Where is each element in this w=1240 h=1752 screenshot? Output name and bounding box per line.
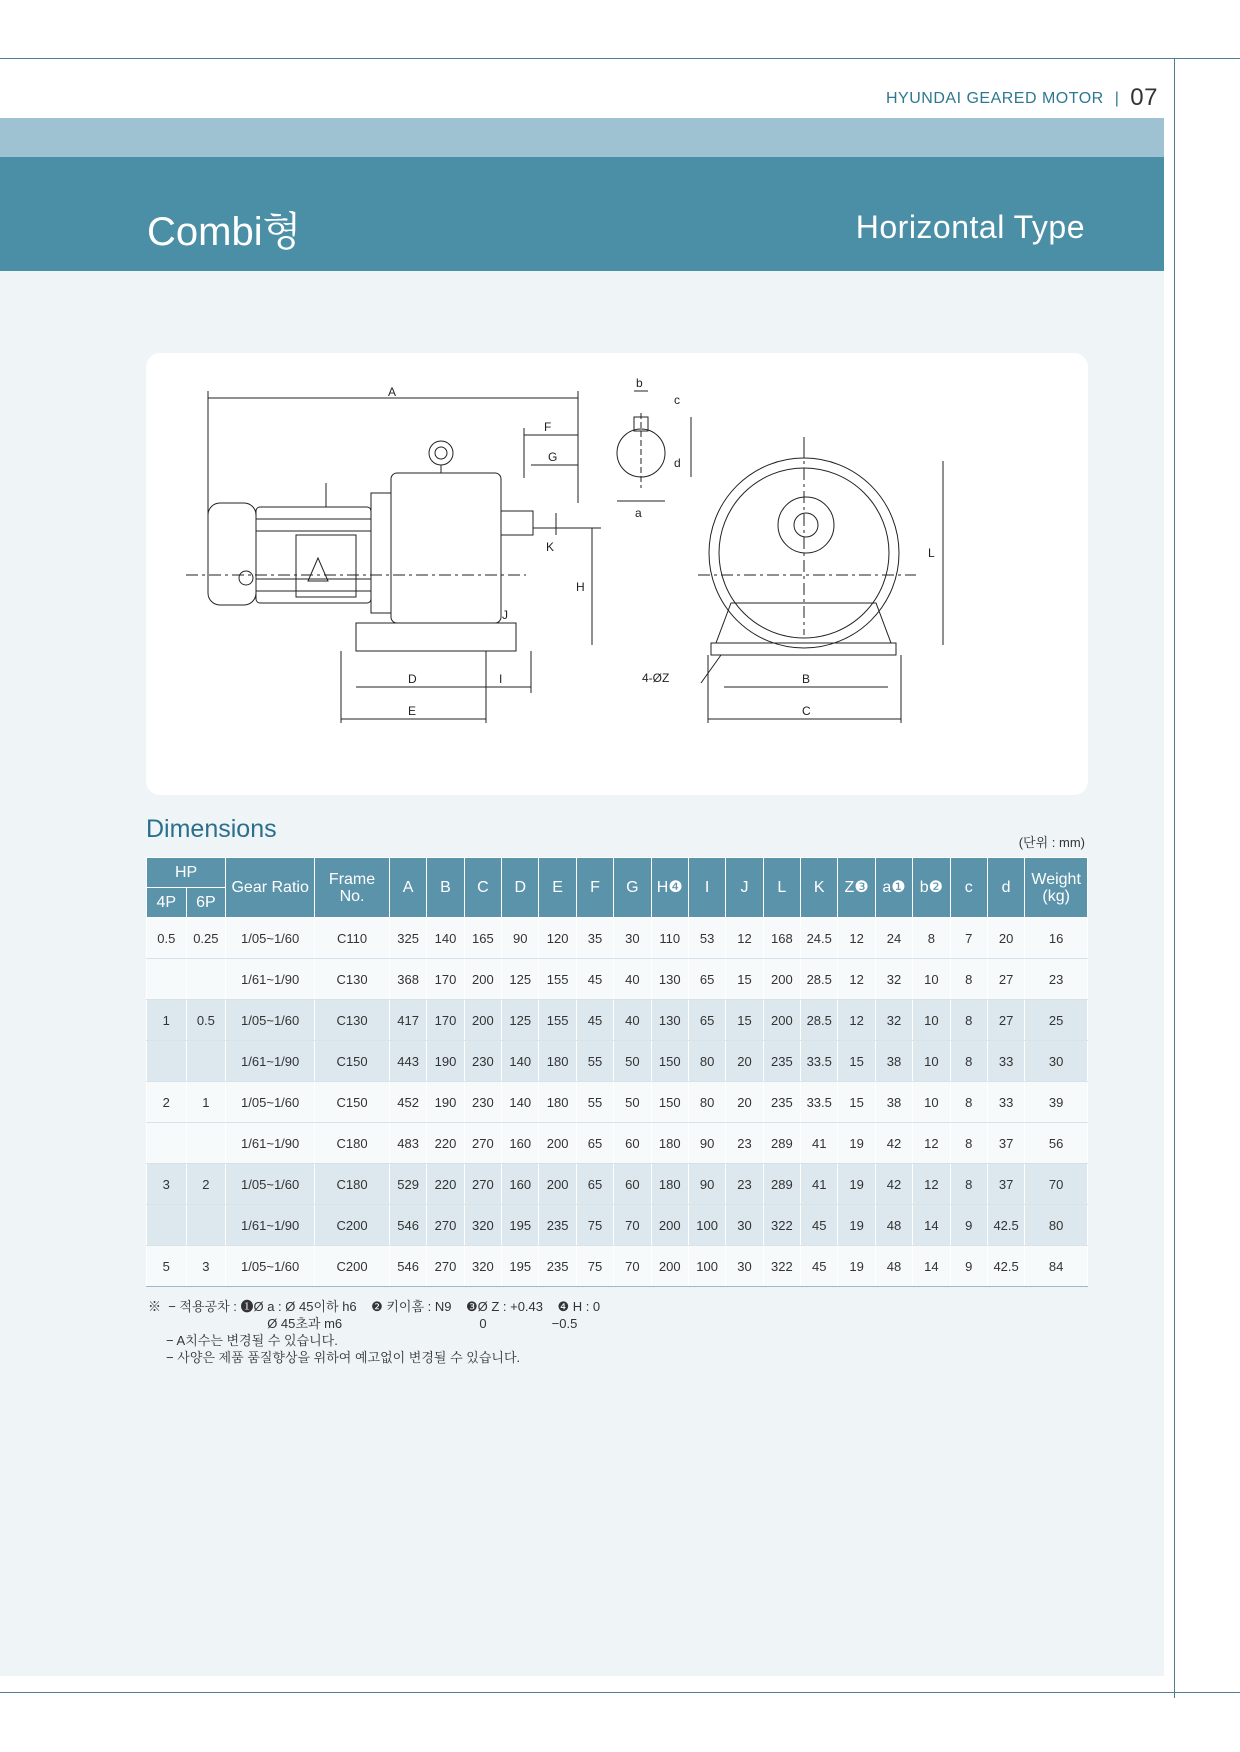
hp-4p-cell bbox=[147, 959, 187, 1000]
frame-no-cell: C150 bbox=[315, 1041, 390, 1082]
dim-value-cell: 65 bbox=[576, 1123, 613, 1164]
logo-triangle bbox=[308, 558, 328, 581]
dim-value-cell: 48 bbox=[875, 1246, 912, 1287]
gear-ratio-cell: 1/61~1/90 bbox=[226, 1205, 315, 1246]
dim-value-cell: 322 bbox=[763, 1205, 800, 1246]
dim-value-cell: 320 bbox=[464, 1205, 501, 1246]
frame-no-cell: C180 bbox=[315, 1164, 390, 1205]
col-header: E bbox=[539, 858, 576, 918]
hp-4p-cell: 2 bbox=[147, 1082, 187, 1123]
hp-6p-cell: 2 bbox=[186, 1164, 226, 1205]
table-row bbox=[147, 1246, 1088, 1287]
dim-value-cell: 8 bbox=[950, 1082, 987, 1123]
dim-value-cell: 270 bbox=[427, 1246, 464, 1287]
label-h: H bbox=[576, 580, 585, 594]
dim-value-cell: 55 bbox=[576, 1082, 613, 1123]
dim-value-cell: 12 bbox=[838, 959, 875, 1000]
frame-no-cell: C180 bbox=[315, 1123, 390, 1164]
hp-6p-cell: 1 bbox=[186, 1082, 226, 1123]
hp-6p-header: 6P bbox=[186, 888, 226, 918]
dimensions-table bbox=[146, 857, 1088, 1287]
gear-ratio-cell: 1/05~1/60 bbox=[226, 1246, 315, 1287]
dim-value-cell: 40 bbox=[614, 1000, 651, 1041]
dim-value-cell: 165 bbox=[464, 918, 501, 959]
label-a: A bbox=[388, 385, 397, 399]
dim-value-cell: 170 bbox=[427, 1000, 464, 1041]
dim-value-cell: 15 bbox=[726, 1000, 763, 1041]
dim-value-cell: 28.5 bbox=[801, 1000, 838, 1041]
dim-value-cell: 15 bbox=[838, 1082, 875, 1123]
dim-value-cell: 12 bbox=[838, 918, 875, 959]
dim-value-cell: 200 bbox=[651, 1246, 688, 1287]
dim-value-cell: 12 bbox=[913, 1123, 950, 1164]
dim-value-cell: 38 bbox=[875, 1082, 912, 1123]
dim-value-cell: 180 bbox=[539, 1082, 576, 1123]
fan-cover-shape bbox=[208, 503, 256, 605]
dim-value-cell: 483 bbox=[389, 1123, 426, 1164]
gear-ratio-cell: 1/61~1/90 bbox=[226, 1123, 315, 1164]
col-header: G bbox=[614, 858, 651, 918]
motor-drawing bbox=[146, 353, 1088, 795]
table-row bbox=[147, 1041, 1088, 1082]
dim-value-cell: 14 bbox=[913, 1205, 950, 1246]
col-header: F bbox=[576, 858, 613, 918]
dim-value-cell: 180 bbox=[539, 1041, 576, 1082]
output-bore bbox=[794, 513, 818, 537]
dim-value-cell: 150 bbox=[651, 1041, 688, 1082]
dim-value-cell: 443 bbox=[389, 1041, 426, 1082]
hp-6p-cell bbox=[186, 1123, 226, 1164]
dim-value-cell: 200 bbox=[539, 1123, 576, 1164]
dimensions-body bbox=[147, 918, 1088, 1287]
dim-value-cell: 41 bbox=[801, 1164, 838, 1205]
dim-value-cell: 45 bbox=[576, 959, 613, 1000]
dim-value-cell: 50 bbox=[614, 1041, 651, 1082]
dim-value-cell: 70 bbox=[614, 1246, 651, 1287]
dim-value-cell: 12 bbox=[726, 918, 763, 959]
dim-value-cell: 368 bbox=[389, 959, 426, 1000]
dim-value-cell: 270 bbox=[464, 1123, 501, 1164]
dim-value-cell: 546 bbox=[389, 1205, 426, 1246]
hp-4p-header: 4P bbox=[147, 888, 187, 918]
col-header: c bbox=[950, 858, 987, 918]
label-i: I bbox=[499, 672, 503, 686]
dim-value-cell: 8 bbox=[950, 1041, 987, 1082]
col-header: J bbox=[726, 858, 763, 918]
dim-value-cell: 65 bbox=[688, 1000, 725, 1041]
dim-value-cell: 10 bbox=[913, 1000, 950, 1041]
dim-value-cell: 180 bbox=[651, 1164, 688, 1205]
gear-ratio-cell: 1/61~1/90 bbox=[226, 959, 315, 1000]
dim-value-cell: 14 bbox=[913, 1246, 950, 1287]
bottom-rule bbox=[0, 1692, 1240, 1693]
dim-value-cell: 42.5 bbox=[987, 1205, 1024, 1246]
dim-value-cell: 140 bbox=[427, 918, 464, 959]
dim-value-cell: 417 bbox=[389, 1000, 426, 1041]
dim-value-cell: 270 bbox=[427, 1205, 464, 1246]
dim-value-cell: 90 bbox=[688, 1123, 725, 1164]
dim-value-cell: 55 bbox=[576, 1041, 613, 1082]
eyebolt-ring bbox=[429, 441, 453, 465]
dim-value-cell: 325 bbox=[389, 918, 426, 959]
dim-value-cell: 23 bbox=[726, 1123, 763, 1164]
col-header: D bbox=[502, 858, 539, 918]
dim-value-cell: 289 bbox=[763, 1164, 800, 1205]
dim-value-cell: 7 bbox=[950, 918, 987, 959]
dim-value-cell: 100 bbox=[688, 1205, 725, 1246]
table-row bbox=[147, 1205, 1088, 1246]
output-shaft bbox=[501, 511, 533, 535]
hp-6p-cell: 3 bbox=[186, 1246, 226, 1287]
table-row bbox=[147, 959, 1088, 1000]
dim-value-cell: 322 bbox=[763, 1246, 800, 1287]
dim-value-cell: 30 bbox=[726, 1246, 763, 1287]
table-row bbox=[147, 1123, 1088, 1164]
note-line: Ø 45초과 m6 0 −0.5 bbox=[148, 1316, 578, 1331]
dim-value-cell: 65 bbox=[688, 959, 725, 1000]
dim-value-cell: 10 bbox=[913, 959, 950, 1000]
hp-4p-cell: 0.5 bbox=[147, 918, 187, 959]
dim-value-cell: 8 bbox=[950, 1164, 987, 1205]
dim-value-cell: 80 bbox=[688, 1082, 725, 1123]
dim-value-cell: 75 bbox=[576, 1246, 613, 1287]
gear-ratio-header: Gear Ratio bbox=[226, 858, 315, 918]
drawing-card bbox=[146, 353, 1088, 795]
hp-4p-cell: 1 bbox=[147, 1000, 187, 1041]
dim-value-cell: 200 bbox=[539, 1164, 576, 1205]
dim-value-cell: 125 bbox=[502, 959, 539, 1000]
dim-value-cell: 140 bbox=[502, 1082, 539, 1123]
dim-value-cell: 130 bbox=[651, 1000, 688, 1041]
dim-value-cell: 200 bbox=[464, 1000, 501, 1041]
dim-value-cell: 9 bbox=[950, 1205, 987, 1246]
dim-value-cell: 200 bbox=[464, 959, 501, 1000]
weight-cell: 16 bbox=[1025, 918, 1088, 959]
label-c: c bbox=[674, 393, 680, 407]
dim-value-cell: 155 bbox=[539, 1000, 576, 1041]
leader-holes bbox=[701, 655, 721, 683]
dim-value-cell: 230 bbox=[464, 1082, 501, 1123]
dim-value-cell: 452 bbox=[389, 1082, 426, 1123]
dim-value-cell: 23 bbox=[726, 1164, 763, 1205]
running-header bbox=[886, 84, 1158, 112]
col-header: b❷ bbox=[913, 858, 950, 918]
dim-value-cell: 30 bbox=[614, 918, 651, 959]
col-header: Z❸ bbox=[838, 858, 875, 918]
dim-value-cell: 20 bbox=[726, 1041, 763, 1082]
dim-value-cell: 33.5 bbox=[801, 1082, 838, 1123]
dim-value-cell: 9 bbox=[950, 1246, 987, 1287]
dim-value-cell: 42 bbox=[875, 1164, 912, 1205]
weight-cell: 23 bbox=[1025, 959, 1088, 1000]
base-shape bbox=[356, 623, 516, 651]
terminal-box bbox=[296, 535, 356, 597]
dim-value-cell: 65 bbox=[576, 1164, 613, 1205]
dim-value-cell: 220 bbox=[427, 1164, 464, 1205]
hp-4p-cell: 5 bbox=[147, 1246, 187, 1287]
page-title: Combi형 bbox=[147, 210, 302, 254]
dim-value-cell: 125 bbox=[502, 1000, 539, 1041]
header-band-light bbox=[0, 118, 1164, 157]
note-line: − A치수는 변경될 수 있습니다. bbox=[148, 1333, 338, 1348]
dim-value-cell: 160 bbox=[502, 1164, 539, 1205]
dim-value-cell: 110 bbox=[651, 918, 688, 959]
dim-value-cell: 200 bbox=[763, 959, 800, 1000]
front-base bbox=[711, 643, 896, 655]
dim-value-cell: 33 bbox=[987, 1041, 1024, 1082]
dim-value-cell: 270 bbox=[464, 1164, 501, 1205]
frame-no-cell: C130 bbox=[315, 959, 390, 1000]
dim-value-cell: 8 bbox=[950, 1000, 987, 1041]
col-header: A bbox=[389, 858, 426, 918]
hp-6p-cell: 0.5 bbox=[186, 1000, 226, 1041]
label-holes: 4-ØZ bbox=[642, 671, 670, 685]
fan-cover-circle bbox=[239, 571, 253, 585]
hp-6p-cell bbox=[186, 1041, 226, 1082]
frame-no-header: Frame No. bbox=[315, 858, 390, 918]
dim-value-cell: 80 bbox=[688, 1041, 725, 1082]
eyebolt-hole bbox=[435, 447, 447, 459]
dim-value-cell: 42.5 bbox=[987, 1246, 1024, 1287]
col-header: L bbox=[763, 858, 800, 918]
dim-value-cell: 170 bbox=[427, 959, 464, 1000]
dim-value-cell: 40 bbox=[614, 959, 651, 1000]
dim-value-cell: 37 bbox=[987, 1123, 1024, 1164]
dim-value-cell: 60 bbox=[614, 1164, 651, 1205]
page-number: 07 bbox=[1130, 84, 1158, 111]
dim-value-cell: 33 bbox=[987, 1082, 1024, 1123]
dim-value-cell: 235 bbox=[763, 1082, 800, 1123]
dim-value-cell: 235 bbox=[539, 1246, 576, 1287]
weight-cell: 56 bbox=[1025, 1123, 1088, 1164]
gearbox-shape bbox=[391, 473, 501, 623]
col-header: K bbox=[801, 858, 838, 918]
weight-cell: 39 bbox=[1025, 1082, 1088, 1123]
gear-ratio-cell: 1/05~1/60 bbox=[226, 1082, 315, 1123]
dim-value-cell: 10 bbox=[913, 1082, 950, 1123]
dim-value-cell: 150 bbox=[651, 1082, 688, 1123]
dim-value-cell: 90 bbox=[502, 918, 539, 959]
label-b: b bbox=[636, 376, 643, 390]
dim-value-cell: 10 bbox=[913, 1041, 950, 1082]
dim-value-cell: 24.5 bbox=[801, 918, 838, 959]
dimensions-title: Dimensions bbox=[146, 815, 277, 843]
dim-value-cell: 30 bbox=[726, 1205, 763, 1246]
dim-value-cell: 20 bbox=[987, 918, 1024, 959]
dim-value-cell: 8 bbox=[950, 1123, 987, 1164]
dim-value-cell: 45 bbox=[801, 1246, 838, 1287]
table-row bbox=[147, 918, 1088, 959]
label-j: J bbox=[502, 608, 508, 622]
dim-value-cell: 24 bbox=[875, 918, 912, 959]
dim-value-cell: 546 bbox=[389, 1246, 426, 1287]
dim-value-cell: 35 bbox=[576, 918, 613, 959]
dim-value-cell: 32 bbox=[875, 959, 912, 1000]
dim-value-cell: 45 bbox=[576, 1000, 613, 1041]
dim-value-cell: 28.5 bbox=[801, 959, 838, 1000]
dim-value-cell: 75 bbox=[576, 1205, 613, 1246]
table-row bbox=[147, 1000, 1088, 1041]
weight-cell: 70 bbox=[1025, 1164, 1088, 1205]
dim-value-cell: 12 bbox=[838, 1000, 875, 1041]
hp-6p-cell: 0.25 bbox=[186, 918, 226, 959]
hp-6p-cell bbox=[186, 1205, 226, 1246]
dim-value-cell: 15 bbox=[726, 959, 763, 1000]
dim-value-cell: 180 bbox=[651, 1123, 688, 1164]
dim-value-cell: 48 bbox=[875, 1205, 912, 1246]
hp-6p-cell bbox=[186, 959, 226, 1000]
label-front-b: B bbox=[802, 672, 811, 686]
dim-value-cell: 220 bbox=[427, 1123, 464, 1164]
col-header: C bbox=[464, 858, 501, 918]
label-k: K bbox=[546, 540, 555, 554]
hp-4p-cell bbox=[147, 1205, 187, 1246]
col-header: B bbox=[427, 858, 464, 918]
dim-value-cell: 33.5 bbox=[801, 1041, 838, 1082]
frame-no-cell: C130 bbox=[315, 1000, 390, 1041]
weight-header: Weight (kg) bbox=[1025, 858, 1088, 918]
weight-cell: 30 bbox=[1025, 1041, 1088, 1082]
dim-value-cell: 45 bbox=[801, 1205, 838, 1246]
dim-value-cell: 8 bbox=[950, 959, 987, 1000]
page-subtitle: Horizontal Type bbox=[855, 209, 1085, 245]
dim-value-cell: 190 bbox=[427, 1041, 464, 1082]
dim-value-cell: 15 bbox=[838, 1041, 875, 1082]
dim-value-cell: 235 bbox=[539, 1205, 576, 1246]
dim-value-cell: 19 bbox=[838, 1164, 875, 1205]
gear-ratio-cell: 1/05~1/60 bbox=[226, 1000, 315, 1041]
dim-value-cell: 195 bbox=[502, 1246, 539, 1287]
label-shaft-a: a bbox=[635, 506, 642, 520]
dim-value-cell: 20 bbox=[726, 1082, 763, 1123]
brand-text: HYUNDAI GEARED MOTOR bbox=[886, 90, 1104, 107]
dim-value-cell: 27 bbox=[987, 959, 1024, 1000]
label-e: E bbox=[408, 704, 417, 718]
col-header: H❹ bbox=[651, 858, 688, 918]
dim-value-cell: 41 bbox=[801, 1123, 838, 1164]
dim-value-cell: 27 bbox=[987, 1000, 1024, 1041]
dim-value-cell: 90 bbox=[688, 1164, 725, 1205]
dim-value-cell: 130 bbox=[651, 959, 688, 1000]
note-line: ※ − 적용공차 : ❶Ø a : Ø 45이하 h6 ❷ 키이홈 : N9 ❸Ø Z : +0.43 ❹ H : 0 bbox=[148, 1299, 601, 1314]
col-header: I bbox=[688, 858, 725, 918]
dim-value-cell: 8 bbox=[913, 918, 950, 959]
header-separator: | bbox=[1114, 90, 1120, 107]
dim-value-cell: 50 bbox=[614, 1082, 651, 1123]
dim-value-cell: 320 bbox=[464, 1246, 501, 1287]
hp-4p-cell bbox=[147, 1123, 187, 1164]
hp-4p-cell: 3 bbox=[147, 1164, 187, 1205]
label-f: F bbox=[544, 420, 552, 434]
dim-value-cell: 160 bbox=[502, 1123, 539, 1164]
output-flange bbox=[778, 497, 834, 553]
weight-cell: 80 bbox=[1025, 1205, 1088, 1246]
dim-value-cell: 120 bbox=[539, 918, 576, 959]
dim-value-cell: 19 bbox=[838, 1205, 875, 1246]
note-line: − 사양은 제품 품질향상을 위하여 예고없이 변경될 수 있습니다. bbox=[148, 1350, 521, 1365]
dim-value-cell: 100 bbox=[688, 1246, 725, 1287]
dim-value-cell: 190 bbox=[427, 1082, 464, 1123]
col-header: d bbox=[987, 858, 1024, 918]
dim-value-cell: 19 bbox=[838, 1246, 875, 1287]
dim-value-cell: 38 bbox=[875, 1041, 912, 1082]
label-d: D bbox=[408, 672, 417, 686]
dim-value-cell: 155 bbox=[539, 959, 576, 1000]
frame-no-cell: C200 bbox=[315, 1205, 390, 1246]
dim-value-cell: 289 bbox=[763, 1123, 800, 1164]
dim-value-cell: 12 bbox=[913, 1164, 950, 1205]
dim-value-cell: 42 bbox=[875, 1123, 912, 1164]
gear-ratio-cell: 1/05~1/60 bbox=[226, 1164, 315, 1205]
dim-value-cell: 200 bbox=[651, 1205, 688, 1246]
footnotes bbox=[148, 1298, 600, 1366]
dim-value-cell: 195 bbox=[502, 1205, 539, 1246]
col-header: a❶ bbox=[875, 858, 912, 918]
right-rule bbox=[1174, 58, 1175, 1698]
header-row bbox=[147, 858, 1088, 888]
weight-cell: 25 bbox=[1025, 1000, 1088, 1041]
top-rule bbox=[0, 58, 1240, 59]
label-shaft-d: d bbox=[674, 456, 681, 470]
frame-no-cell: C110 bbox=[315, 918, 390, 959]
gear-ratio-cell: 1/61~1/90 bbox=[226, 1041, 315, 1082]
table-row bbox=[147, 1082, 1088, 1123]
frame-no-cell: C200 bbox=[315, 1246, 390, 1287]
motor-body-shape bbox=[256, 507, 371, 603]
label-front-c: C bbox=[802, 704, 811, 718]
frame-no-cell: C150 bbox=[315, 1082, 390, 1123]
dim-value-cell: 200 bbox=[763, 1000, 800, 1041]
dim-value-cell: 19 bbox=[838, 1123, 875, 1164]
dim-value-cell: 529 bbox=[389, 1164, 426, 1205]
gear-ratio-cell: 1/05~1/60 bbox=[226, 918, 315, 959]
unit-note: (단위 : mm) bbox=[1018, 835, 1085, 850]
dim-value-cell: 230 bbox=[464, 1041, 501, 1082]
dim-value-cell: 70 bbox=[614, 1205, 651, 1246]
label-g: G bbox=[548, 450, 558, 464]
hp-4p-cell bbox=[147, 1041, 187, 1082]
label-l: L bbox=[928, 546, 935, 560]
dim-value-cell: 235 bbox=[763, 1041, 800, 1082]
dim-value-cell: 32 bbox=[875, 1000, 912, 1041]
dim-value-cell: 140 bbox=[502, 1041, 539, 1082]
weight-cell: 84 bbox=[1025, 1246, 1088, 1287]
dim-value-cell: 37 bbox=[987, 1164, 1024, 1205]
dim-value-cell: 60 bbox=[614, 1123, 651, 1164]
hp-header: HP bbox=[147, 858, 226, 888]
table-row bbox=[147, 1164, 1088, 1205]
flange-shape bbox=[371, 493, 391, 613]
dim-value-cell: 168 bbox=[763, 918, 800, 959]
dim-value-cell: 53 bbox=[688, 918, 725, 959]
